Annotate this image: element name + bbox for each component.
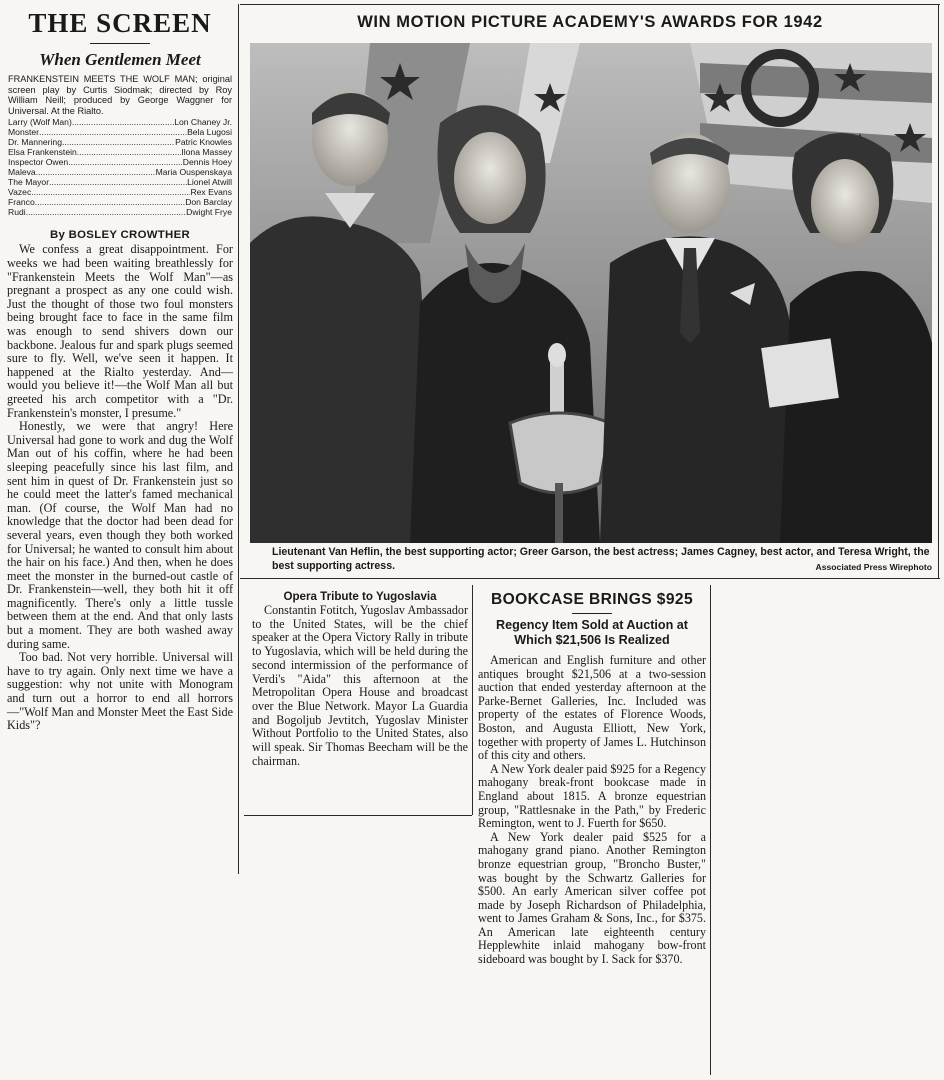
bookcase-body [478,654,706,967]
column-rule-photo-right [938,4,939,578]
cast-row: The Mayor ..... Lionel Atwill [8,178,232,188]
section-rule-under-photo [240,578,940,579]
opera-headline: Opera Tribute to Yugoslavia [283,590,437,603]
awards-photo [250,43,932,543]
review-paragraph: Honestly, we were that angry! Here Universal had gone to work and dug the Wolf Man out of his coffin, where he had been sleeping peacefully since his last film, and sent him in quest of Dr. Frankenstein just so he could meet the latter's famed mechanical man. (Of course, the Wolf Man had no knowledge that the doctor had been dead for several years, even though they both worked for Universal; he wanted to consult him about the hair on his face.) And then, when he does meet the monster in the burned-out castle of Dr. Frankenstein—well, they both hit it off magnificently. There's only a little tussle between them at the end. And that only lasts but a moment. They are both washed away during same. [7,419,233,651]
photo-headline: WIN MOTION PICTURE ACADEMY'S AWARDS FOR 1942 [357,13,823,31]
bookcase-auction-article [477,590,707,967]
bookcase-paragraph: A New York dealer paid $925 for a Regency mahogany break-front bookcase made in England about 1815. A bronze equestrian group, "Rattlesnake in the Path," by Frederic Remington, went to J. Fuerth for $650. [478,761,706,831]
byline: By BOSLEY CROWTHER [50,229,190,242]
film-credits: FRANKENSTEIN MEETS THE WOLF MAN; original screen play by Curtis Siodmak; directed by Roy William Neill; produced by George Waggner for Universal. At the Rialto. [8,74,232,116]
headline-divider [572,613,612,614]
review-paragraph: Too bad. Not very horrible. Universal will have to try again. Only next time we have a suggestion: why not unite with Monogram and turn out a horror to end all horrors—"Wolf Man and Monster Meet the East Side Kids"? [7,650,233,733]
cast-row: Inspector Owen ..... Dennis Hoey [8,158,232,168]
bookcase-paragraph: A New York dealer paid $525 for a mahogany grand piano. Another Remington bronze equestrian group, "Broncho Buster," was bought by the Schwartz Galleries for $500. An early American silver coffee pot made by Joseph Richardson of Philadelphia, went to James Graham & Sons, Inc., for $375. An American late eighteenth century Hepplewhite inlaid mahogany bow-front sideboard was bought by I. Sack for $370. [478,829,706,967]
column-rule-middle [472,585,473,815]
cast-row: Franco ..... Don Barclay [8,198,232,208]
column-rule-bookcase-right [710,585,711,1075]
section-rule-opera-bottom [244,815,472,816]
section-heading: THE SCREEN [28,8,212,38]
screen-review-column [6,8,234,733]
photo-credit: Associated Press Wirephoto [815,562,932,572]
heading-divider [90,43,150,44]
bookcase-paragraph: American and English furniture and other antiques brought $21,506 at a two-session auction that ended yesterday afternoon at the Parke-Bernet Galleries, Inc. Included was property of the estates of Florence Woods, Boston, and Augusta Elliott, New York, together with property of James L. Hutchinson of this city and others. [478,653,706,763]
bookcase-headline: BOOKCASE BRINGS $925 [490,591,694,608]
column-rule-left [238,4,239,874]
cast-row: Dr. Mannering ..... Patric Knowles [8,138,232,148]
opera-body [252,604,468,768]
column-rule-photo-top [240,4,940,5]
cast-row: Maleva ..... Maria Ouspenskaya [8,168,232,178]
bookcase-subhead: Regency Item Sold at Auction at Which $21,506 Is Realized [496,618,688,647]
cast-row: Elsa Frankenstein ..... Ilona Massey [8,148,232,158]
photo-caption: Lieutenant Van Heflin, the best supporting actor; Greer Garson, the best actress; James Cagney, best actor, and Teresa Wright, the best supporting actress. [272,546,930,572]
cast-row: Larry (Wolf Man) ..... Lon Chaney Jr. [8,118,232,128]
cast-row: Monster ..... Bela Lugosi [8,128,232,138]
cast-row: Rudi ..... Dwight Frye [8,208,232,218]
awards-photo-illustration [250,43,932,543]
cast-list [8,118,232,217]
cast-row: Vazec ..... Rex Evans [8,188,232,198]
opera-paragraph: Constantin Fotitch, Yugoslav Ambassador to the United States, will be the chief speaker at the Opera Victory Rally in tribute to Yugoslavia, which will be held during the second intermission of the performance of Verdi's "Aida" this afternoon at the Metropolitan Opera House and broadcast over the Blue Network. Mayor La Guardia and Bogoljub Jevtitch, Yugoslav Minister Without Portfolio to the United States, also will speak. Sir Thomas Beecham will be the chairman. [252,603,468,768]
review-paragraph: We confess a great disappointment. For weeks we had been waiting breathlessly for "Frankenstein Meets the Wolf Man"—as pregnant a prospect as any one could wish. Just the thought of those two foul monsters being brought face to face in the same film was enough to send shivers down our backbone. Jealous fur and spark plugs seemed sure to fly. Well, we've seen it happen. It happened at the Rialto yesterday. And—would you believe it!—the Wolf Man all but greeted his arch competitor with a "Dr. Frankenstein's monster, I presume." [7,242,233,420]
review-title: When Gentlemen Meet [39,50,201,69]
academy-awards-photo-story [244,8,936,572]
opera-tribute-article [251,590,469,768]
review-body [7,243,233,732]
